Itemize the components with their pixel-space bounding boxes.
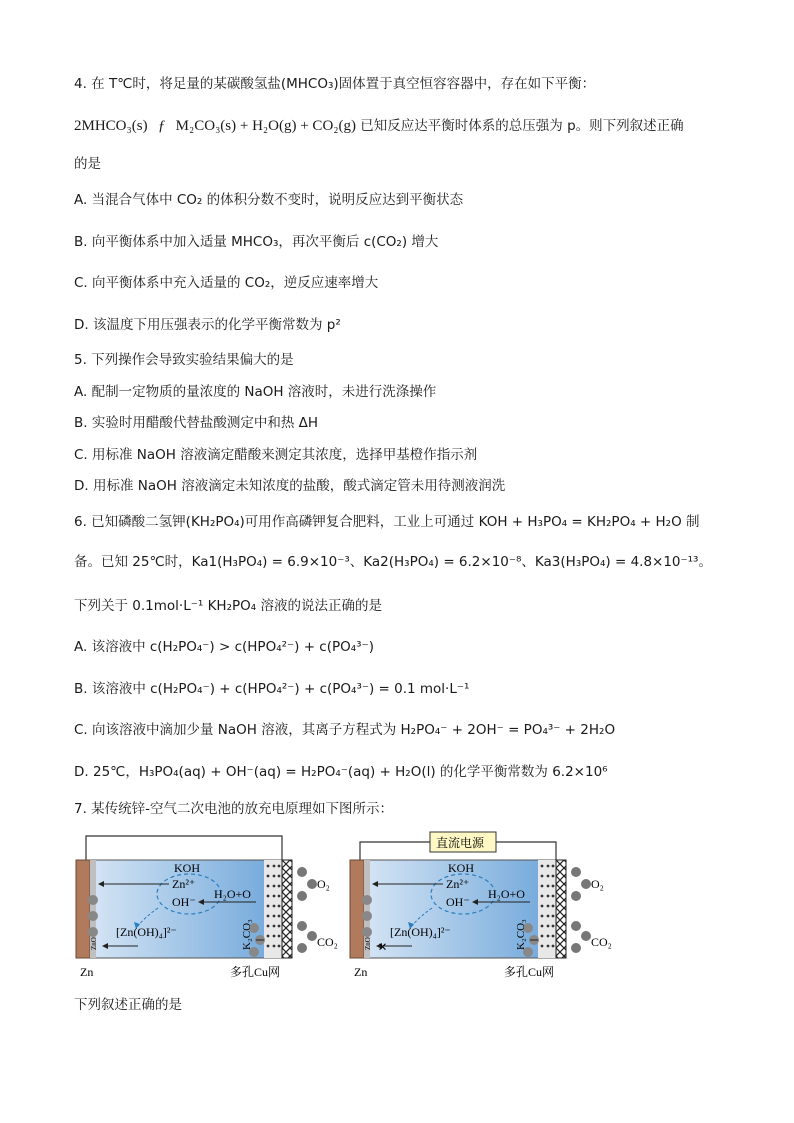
discharge-diagram xyxy=(74,828,344,983)
q6-stem-3: 下列关于 0.1mol·L⁻¹ KH₂PO₄ 溶液的说法正确的是 xyxy=(74,598,382,614)
charge-diagram xyxy=(348,828,618,983)
q6-option-c: C. 向该溶液中滴加少量 NaOH 溶液，其离子方程式为 H₂PO₄⁻ + 2OH⁻ = PO₄³⁻ + 2H₂O xyxy=(74,722,616,738)
q7-tail: 下列叙述正确的是 xyxy=(74,997,182,1013)
zn-ion-label-charge: Zn²⁺ xyxy=(446,877,470,891)
power-label: 直流电源 xyxy=(436,836,485,850)
q7-stem: 7. 某传统锌-空气二次电池的放充电原理如下图所示： xyxy=(74,801,394,817)
co2-label: CO₂ xyxy=(317,935,338,949)
co2-label-charge: CO₂ xyxy=(591,935,612,949)
q4-option-a: A. 当混合气体中 CO₂ 的体积分数不变时，说明反应达到平衡状态 xyxy=(74,192,464,208)
complex-label: [Zn(OH)₄]²⁻ xyxy=(116,925,177,939)
q4-option-b: B. 向平衡体系中加入适量 MHCO₃，再次平衡后 c(CO₂) 增大 xyxy=(74,234,439,250)
q4-stem-cont: 已知反应达平衡时体系的总压强为 p。则下列叙述正确 xyxy=(360,118,684,134)
q5-stem: 5. 下列操作会导致实验结果偏大的是 xyxy=(74,352,294,368)
cu-label-charge: 多孔Cu网 xyxy=(504,965,555,979)
q4-eq-arrow: ƒ xyxy=(157,118,166,134)
q6-stem-2: 备。已知 25℃时，Ka1(H₃PO₄) = 6.9×10⁻³、Ka2(H₃PO₄) = 6.2×10⁻⁸、Ka3(H₃PO₄) = 4.8×10⁻¹³。 xyxy=(74,554,712,570)
k2co3-label-charge: K₂CO₃ xyxy=(515,919,527,950)
zn-label: Zn xyxy=(80,965,94,979)
q6-stem-1: 6. 已知磷酸二氢钾(KH₂PO₄)可用作高磷钾复合肥料，工业上可通过 KOH + H₃PO₄ = KH₂PO₄ + H₂O 制 xyxy=(74,514,700,530)
oh-label-charge: OH⁻ xyxy=(446,895,470,909)
q4-stem: 4. 在 T℃时，将足量的某碳酸氢盐(MHCO₃)固体置于真空恒容容器中，存在如下平衡： xyxy=(74,76,596,92)
zn-electrode xyxy=(76,860,90,958)
q4-option-c: C. 向平衡体系中充入适量的 CO₂，逆反应速率增大 xyxy=(74,275,379,291)
o2-label-charge: O₂ xyxy=(591,877,604,891)
koh-label-charge: KOH xyxy=(448,861,474,875)
complex-label-charge: [Zn(OH)₄]²⁻ xyxy=(390,925,451,939)
q5-option-c: C. 用标准 NaOH 溶液滴定醋酸来测定其浓度，选择甲基橙作指示剂 xyxy=(74,447,478,463)
zno-label-charge: ZnO xyxy=(364,937,372,950)
q5-option-d: D. 用标准 NaOH 溶液滴定未知浓度的盐酸，酸式滴定管未用待测液润洗 xyxy=(74,478,506,494)
q6-option-a: A. 该溶液中 c(H₂PO₄⁻) > c(HPO₄²⁻) + c(PO₄³⁻) xyxy=(74,639,374,655)
q6-option-d: D. 25℃，H₃PO₄(aq) + OH⁻(aq) = H₂PO₄⁻(aq) + H₂O(l) 的化学平衡常数为 6.2×10⁶ xyxy=(74,764,608,780)
q6-option-b: B. 该溶液中 c(H₂PO₄⁻) + c(HPO₄²⁻) + c(PO₄³⁻) = 0.1 mol·L⁻¹ xyxy=(74,681,470,697)
k2co3-label: K₂CO₃ xyxy=(241,919,253,950)
zn-label-charge: Zn xyxy=(354,965,368,979)
q5-option-b: B. 实验时用醋酸代替盐酸测定中和热 ΔH xyxy=(74,415,319,431)
h2o-o-label: H₂O+O xyxy=(214,887,251,901)
x-mark: × xyxy=(378,939,388,956)
zn-electrode-charge xyxy=(350,860,364,958)
koh-label: KOH xyxy=(174,861,200,875)
q4-stem-end: 的是 xyxy=(74,156,101,172)
q4-equation xyxy=(74,114,684,135)
zn-ion-label: Zn²⁺ xyxy=(172,877,196,891)
oh-label: OH⁻ xyxy=(172,895,196,909)
q4-option-d: D. 该温度下用压强表示的化学平衡常数为 p² xyxy=(74,317,341,333)
zno-label: ZnO xyxy=(90,937,98,950)
cu-label: 多孔Cu网 xyxy=(230,965,281,979)
q5-option-a: A. 配制一定物质的量浓度的 NaOH 溶液时，未进行洗涤操作 xyxy=(74,384,437,400)
h2o-o-label-charge: H₂O+O xyxy=(488,887,525,901)
q4-eq-right: M₂CO₃(s) + H₂O(g) + CO₂(g) xyxy=(175,118,356,134)
o2-label: O₂ xyxy=(317,877,330,891)
q4-eq-left: 2MHCO₃(s) xyxy=(74,118,148,134)
